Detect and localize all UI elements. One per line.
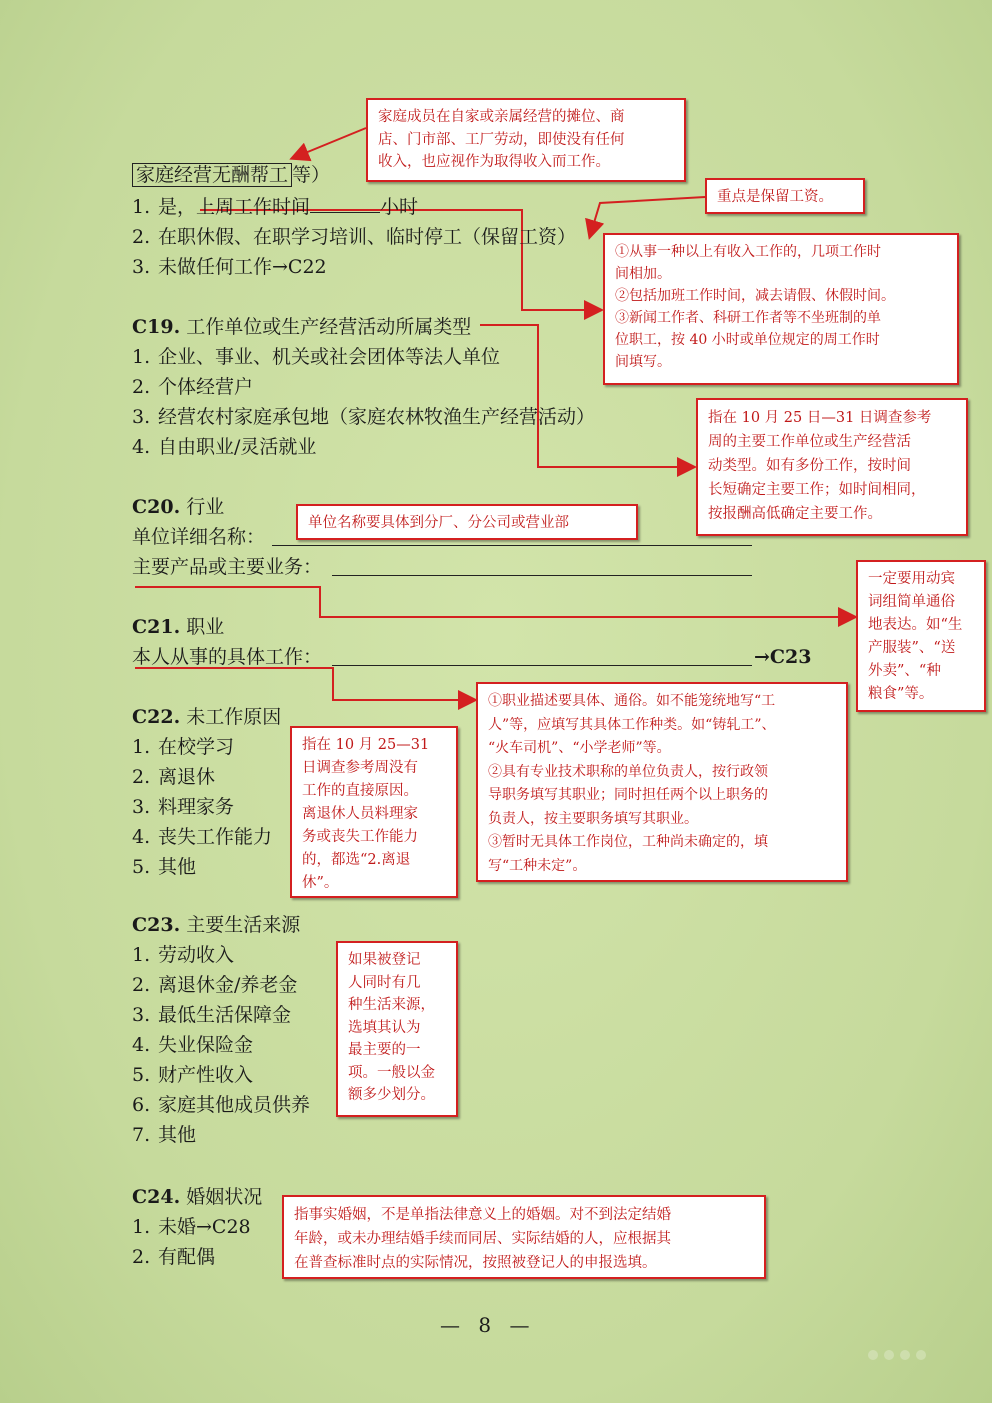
option-number: 7. <box>132 1124 151 1146</box>
option-number: 4. <box>132 436 151 458</box>
option-number: 2. <box>132 766 151 788</box>
option-number: 3. <box>132 256 151 278</box>
option-text: 其他 <box>158 1124 197 1146</box>
option-text: 丧失工作能力 <box>158 826 273 848</box>
option-text: 在校学习 <box>158 736 235 758</box>
note-work-time: ①从事一种以上有收入工作的，几项工作时 间相加。 ②包括加班工作时间，减去请假、休假时间。 ③新闻工作者、科研工作者等不坐班制的单 位职工，按 40 小时或单位规定的周工作时 间填写。 <box>603 233 959 385</box>
c18-category-line <box>132 160 330 190</box>
work-field[interactable] <box>332 665 752 666</box>
option-number: 2. <box>132 226 151 248</box>
c22-option-2[interactable] <box>132 762 215 792</box>
note-verb-object: 一定要用动宾 词组简单通俗 地表达。如“生 产服装”、“送 外卖”、“种 粮食”等。 <box>856 560 986 712</box>
option-text: 料理家务 <box>158 796 235 818</box>
option-number: 1. <box>132 944 151 966</box>
option-number: 3. <box>132 1004 151 1026</box>
option-number: 3. <box>132 796 151 818</box>
c23-option-7[interactable] <box>132 1120 196 1150</box>
option-number: 1. <box>132 346 151 368</box>
c23-option-4[interactable] <box>132 1030 253 1060</box>
question-code: C24. <box>132 1186 181 1208</box>
note-unit-type: 指在 10 月 25 日—31 日调查参考 周的主要工作单位或生产经营活 动类型。如有多份工作，按时间 长短确定主要工作；如时间相同， 按报酬高低确定主要工作。 <box>696 398 968 536</box>
option-number: 1. <box>132 196 151 218</box>
c23-option-1[interactable] <box>132 940 234 970</box>
option-text: 劳动收入 <box>158 944 235 966</box>
arrow-occupation <box>135 668 474 700</box>
c19-option-1[interactable] <box>132 342 500 372</box>
c23-option-5[interactable] <box>132 1060 253 1090</box>
c23-heading <box>132 910 300 940</box>
note-family-help: 家庭成员在自家或亲属经营的摊位、商 店、门市部、工厂劳动，即使没有任何 收入，也应视作为取得收入而工作。 <box>366 98 686 182</box>
arrow-verb-object <box>135 587 854 617</box>
option-text: 未婚→C28 <box>158 1216 251 1238</box>
question-title: 工作单位或生产经营活动所属类型 <box>186 316 472 338</box>
c22-option-5[interactable] <box>132 852 196 882</box>
option-text: 在职休假、在职学习培训、临时停工（保留工资） <box>158 226 577 248</box>
c22-option-4[interactable] <box>132 822 272 852</box>
option-text: 财产性收入 <box>158 1064 254 1086</box>
arrow-keep-wage <box>590 197 705 236</box>
c20-heading <box>132 492 224 522</box>
c20-product-label: 主要产品或主要业务： <box>132 556 323 578</box>
option-number: 6. <box>132 1094 151 1116</box>
c21-heading <box>132 612 224 642</box>
c20-unit-label: 单位详细名称： <box>132 526 266 548</box>
arrow-family-help <box>293 128 366 158</box>
option-number: 5. <box>132 856 151 878</box>
option-text: 其他 <box>158 856 197 878</box>
question-title: 主要生活来源 <box>186 914 301 936</box>
c24-heading <box>132 1182 262 1212</box>
option-text: 个体经营户 <box>158 376 254 398</box>
unit-name-field[interactable] <box>272 545 752 546</box>
option-number: 2. <box>132 974 151 996</box>
c24-option-2[interactable] <box>132 1242 215 1272</box>
option-text: 离退休 <box>158 766 216 788</box>
page-number: — 8 — <box>440 1313 536 1337</box>
option-text: 未做任何工作→C22 <box>158 256 327 278</box>
note-marriage: 指事实婚姻，不是单指法律意义上的婚姻。对不到法定结婚 年龄，或未办理结婚手续而同居、实际结婚的人，应根据其 在普查标准时点的实际情况，按照被登记人的申报选填。 <box>282 1195 766 1279</box>
option-text: 企业、事业、机关或社会团体等法人单位 <box>158 346 501 368</box>
option-text: 有配偶 <box>158 1246 216 1268</box>
c22-heading <box>132 702 281 732</box>
option-text: 最低生活保障金 <box>158 1004 292 1026</box>
option-text: 失业保险金 <box>158 1034 254 1056</box>
c23-option-2[interactable] <box>132 970 297 1000</box>
c22-option-3[interactable] <box>132 792 234 822</box>
watermark-mark <box>868 1345 968 1367</box>
c23-option-6[interactable] <box>132 1090 310 1120</box>
c22-option-1[interactable] <box>132 732 234 762</box>
option-number: 5. <box>132 1064 151 1086</box>
note-income-source: 如果被登记 人同时有几 种生活来源， 选填其认为 最主要的一 项。一般以金 额多少划分。 <box>336 941 458 1117</box>
option-number: 2. <box>132 376 151 398</box>
c21-goto: →C23 <box>754 646 812 668</box>
question-title: 职业 <box>186 616 225 638</box>
note-no-work-reason: 指在 10 月 25—31 日调查参考周没有 工作的直接原因。 离退休人员料理家 务或丧失工作能力 的，都选“2.离退 休”。 <box>290 726 458 898</box>
c24-option-1[interactable] <box>132 1212 251 1242</box>
c19-heading <box>132 312 471 342</box>
note-unit-name: 单位名称要具体到分厂、分公司或营业部 <box>296 504 638 540</box>
option-text: 是，上周工作时间 <box>158 196 311 218</box>
note-keep-wage: 重点是保留工资。 <box>705 178 865 214</box>
option-text: 经营农村家庭承包地（家庭农林牧渔生产经营活动） <box>158 406 596 428</box>
hours-blank[interactable] <box>310 194 380 213</box>
question-code: C20. <box>132 496 181 518</box>
option-number: 2. <box>132 1246 151 1268</box>
option-number: 1. <box>132 1216 151 1238</box>
note-occupation: ①职业描述要具体、通俗。如不能笼统地写“工 人”等，应填写其具体工作种类。如“铸轧工”、 “火车司机”、“小学老师”等。 ②具有专业技术职称的单位负责人，按行政领 导职务填写其职业；同时担任两个以上职务的 负责人，按主要职务填写其职业。 ③暂时无具体工作岗位，工种尚未确定的，填 写“工种未定”。 <box>476 682 848 882</box>
option-number: 4. <box>132 826 151 848</box>
c19-option-3[interactable] <box>132 402 595 432</box>
c23-option-3[interactable] <box>132 1000 291 1030</box>
product-field[interactable] <box>332 575 752 576</box>
c18-label-suffix: 等） <box>292 164 331 186</box>
question-title: 婚姻状况 <box>186 1186 263 1208</box>
option-text: 离退休金/养老金 <box>158 974 298 996</box>
c18-option-1[interactable] <box>132 192 418 222</box>
c18-option-3[interactable] <box>132 252 327 282</box>
hours-unit: 小时 <box>380 196 419 218</box>
c19-option-4[interactable] <box>132 432 316 462</box>
question-code: C22. <box>132 706 181 728</box>
question-code: C21. <box>132 616 181 638</box>
question-code: C23. <box>132 914 181 936</box>
option-number: 1. <box>132 736 151 758</box>
question-title: 行业 <box>186 496 225 518</box>
option-text: 家庭其他成员供养 <box>158 1094 311 1116</box>
question-code: C19. <box>132 316 181 338</box>
c18-option-2[interactable] <box>132 222 576 252</box>
c21-work-label: 本人从事的具体工作： <box>132 646 323 668</box>
c18-boxed-label: 家庭经营无酬帮工 <box>132 163 292 187</box>
option-text: 自由职业/灵活就业 <box>158 436 317 458</box>
option-number: 3. <box>132 406 151 428</box>
c19-option-2[interactable] <box>132 372 253 402</box>
option-number: 4. <box>132 1034 151 1056</box>
question-title: 未工作原因 <box>186 706 282 728</box>
